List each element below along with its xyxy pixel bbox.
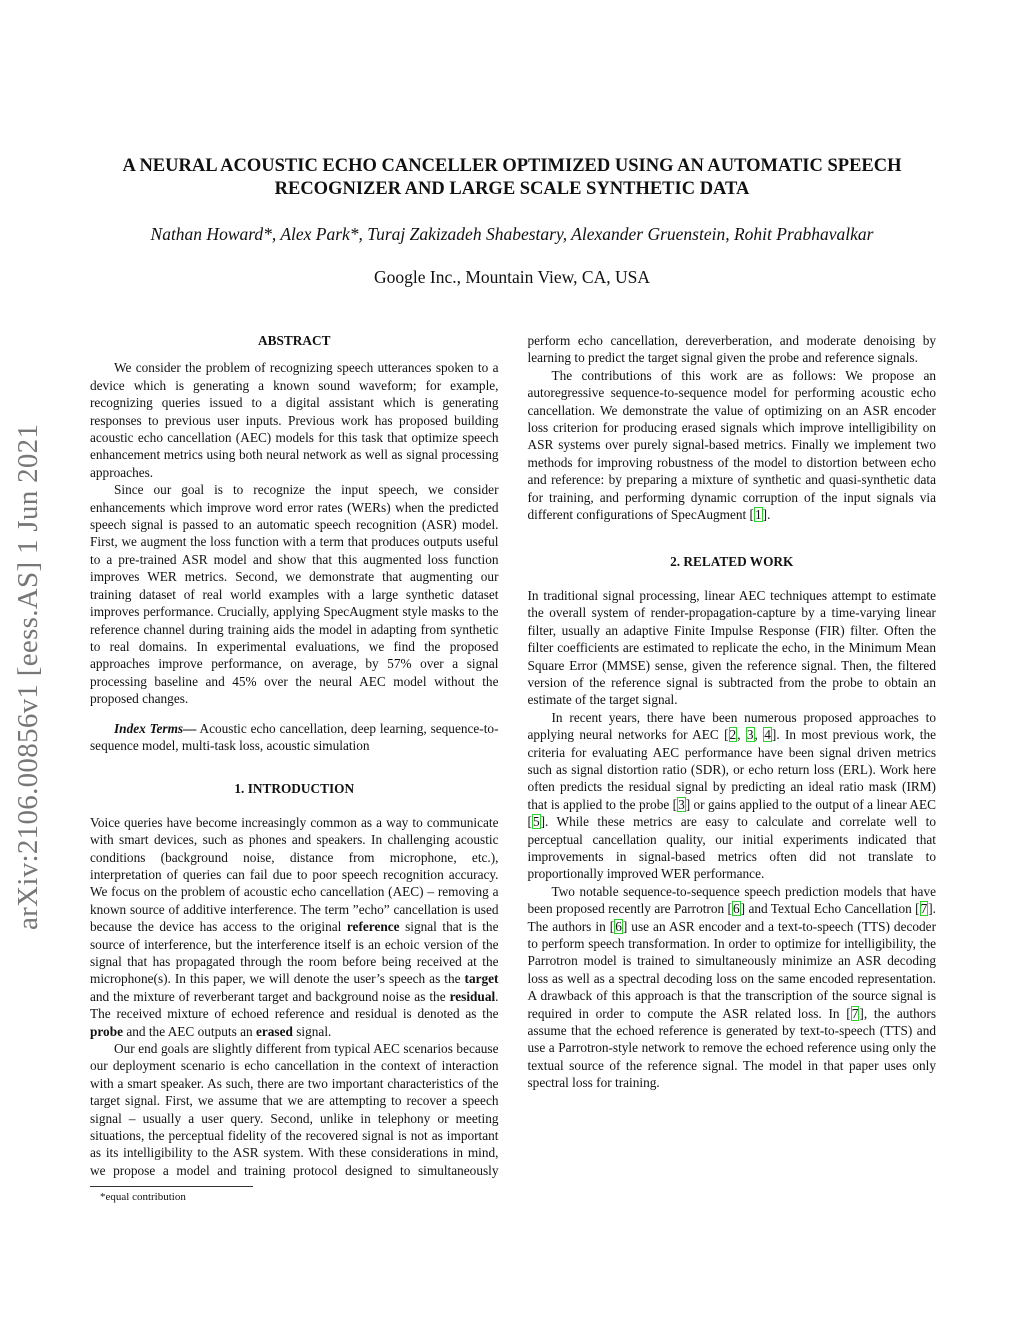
- citation-link[interactable]: 5: [532, 814, 540, 830]
- text-run: ]. While these metrics are easy to calculate and correlate well to perceptual cancellation quality, our initial experiments indicated that improvements in signal-based metrics often did not translate to proportionally improved WER performance.: [527, 814, 936, 882]
- arxiv-stamp: arXiv:2106.00856v1 [eess.AS] 1 Jun 2021: [12, 423, 44, 930]
- footnote-area: [90, 1186, 499, 1203]
- bold-term: target: [464, 971, 499, 987]
- bold-term: reference: [346, 919, 400, 935]
- text-run: signal.: [292, 1023, 332, 1039]
- affiliation: Google Inc., Mountain View, CA, USA: [373, 267, 650, 287]
- text-run: signal that is the source of interference, but the interference itself is an echoic version of the signal that has propagated through the room before being received at the microphone(s). In this paper, we will denote the user’s speech as the: [90, 919, 499, 987]
- index-terms-text: Acoustic echo cancellation, deep learning, sequence-to-sequence model, multi-task loss, acoustic simulation: [90, 720, 499, 753]
- footnote: *equal contribution: [100, 1191, 186, 1203]
- paragraph: [90, 359, 499, 481]
- paragraph: [528, 883, 937, 1092]
- paragraph: [90, 814, 499, 1040]
- text-run: ]. In most previous work, the criteria for evaluating AEC performance have been signal driven metrics such as signal distortion ratio (SDR), or echo return loss (ERL). Work here often predicts the residual signal by predicting an ideal ratio mask (IRM) that is applied to the probe [: [527, 727, 937, 812]
- text-run: ].: [762, 507, 771, 523]
- citation-link[interactable]: 1: [754, 507, 762, 523]
- text-run: ,: [754, 727, 764, 743]
- citation-link[interactable]: 2: [729, 727, 737, 743]
- text-run: ]. The authors in [: [527, 901, 937, 934]
- abstract-body: [90, 359, 499, 707]
- text-run: We consider the problem of recognizing speech utterances spoken to a device which is generating a known sound waveform; for example, recognizing queries issued to a digital assistant which is generating responses to previous user inputs. Previous work has proposed building acoustic echo cancellation (AEC) models for this task that optimize speech enhancement metrics using both neural network as well as signal processing approaches.: [90, 360, 499, 480]
- citation-link[interactable]: 3: [678, 796, 685, 812]
- citation-link[interactable]: 7: [851, 1005, 859, 1021]
- bold-term: probe: [90, 1023, 124, 1039]
- text-run: Voice queries have become increasingly common as a way to communicate with smart devices, such as phones and speakers. In challenging acoustic conditions (background noise, distance from microphone, etc.), interpretation of queries can fail due to poor speech recognition accuracy. We focus on the problem of acoustic echo cancellation (AEC) – removing a known source of additive interference. The term ”echo” cancellation is used because the device has access to the original: [90, 814, 499, 935]
- introduction-heading: 1. INTRODUCTION: [234, 781, 355, 797]
- text-run: ] use an ASR encoder and a text-to-speech (TTS) decoder to perform speech transformation. In order to optimize for intelligibility, the Parrotron model is trained to simultaneously minimize an ASR decoding loss as well as a spectral decoding loss on the same encoded representation. A drawback of this approach is that the transcription of the source signal is required in order to compute the ASR related loss. In [: [527, 918, 937, 1021]
- citation-link[interactable]: 4: [764, 727, 771, 743]
- text-run: ,: [737, 727, 746, 743]
- paragraph: [90, 481, 499, 707]
- text-run: Since our goal is to recognize the input speech, we consider enhancements which improve word error rates (WERs) when the predicted speech signal is passed to an automatic speech recognition (ASR) model. First, we augment the loss function with a term that produces outputs useful to a pre-trained ASR model and show that this augmented loss function improves WER metrics. Second, we demonstrate that augmenting our training dataset of real world examples with a large synthetic dataset improves performance. Crucially, applying SpecAugment style masks to the reference channel during training aids the model in adapting from synthetic to real domains. In experimental evaluations, we find the proposed approaches improve performance, on average, by 57% over a signal processing baseline and 45% over the neural AEC model without the proposed changes.: [90, 482, 499, 707]
- related-work-heading: 2. RELATED WORK: [670, 554, 794, 570]
- text-run: and the AEC outputs an: [123, 1023, 256, 1039]
- bold-term: erased: [255, 1023, 293, 1039]
- abstract-heading: ABSTRACT: [258, 333, 331, 348]
- bold-term: residual: [449, 988, 496, 1004]
- authors: Nathan Howard*, Alex Park*, Turaj Zakizadeh Shabestary, Alexander Gruenstein, Rohit Prabhavalkar: [150, 224, 874, 244]
- citation-link[interactable]: 7: [920, 901, 928, 917]
- citation-link[interactable]: 6: [615, 918, 622, 934]
- text-run: In traditional signal processing, linear AEC techniques attempt to estimate the overall system of render-propagation-capture by a time-varying linear filter, usually an adaptive Finite Impulse Response (FIR) filter. Often the filter coefficients are estimated to replicate the echo, in the Minimum Mean Square Error (MMSE) sense, given the reference signal. Then, the filtered version of the reference signal is subtracted from the probe to obtain an estimate of the target signal.: [527, 587, 936, 708]
- text-run: . The received mixture of echoed reference and residual is denoted as the: [90, 988, 499, 1022]
- index-terms: [90, 720, 499, 755]
- paper-title: A NEURAL ACOUSTIC ECHO CANCELLER OPTIMIZED USING AN AUTOMATIC SPEECH RECOGNIZER AND LARGE SCALE SYNTHETIC DATA: [122, 156, 902, 199]
- text-run: The contributions of this work are as follows: We propose an autoregressive sequence-to-sequence model for performing acoustic echo cancellation. We demonstrate the value of optimizing on an ASR encoder loss criterion for producing erased signals which improve intelligibility on ASR systems over purely signal-based metrics. Finally we implement two methods for improving robustness of the model to distortion between echo and reference: by preparing a mixture of synthetic and quasi-synthetic data for training, and performing dynamic corruption of the input signals via different configurations of SpecAugment [: [527, 367, 936, 523]
- paper-body: [90, 332, 936, 1212]
- text-run: and the mixture of reverberant target and background noise as the: [90, 988, 450, 1004]
- text-run: ] or gains applied to the output of a linear AEC [: [527, 796, 936, 830]
- related-work-body: [528, 587, 937, 1092]
- text-run: ], the authors assume that the echoed reference is generated by text-to-speech (TTS) and use a Parrotron-style network to remove the echoed reference using only the textual source of the reference signal. The model in that paper uses only spectral loss for training.: [527, 1005, 936, 1091]
- citation-link[interactable]: 6: [732, 901, 740, 917]
- citation-link[interactable]: 3: [746, 727, 754, 743]
- text-run: In recent years, there have been numerous proposed approaches to applying neural networks for AEC [: [527, 709, 936, 743]
- paragraph: [528, 709, 937, 883]
- footnote-rule: [90, 1186, 253, 1187]
- paragraph: [528, 587, 937, 709]
- text-run: ] and Textual Echo Cancellation [: [740, 901, 920, 917]
- text-run: Two notable sequence-to-sequence speech prediction models that have been proposed recently are Parrotron [: [527, 883, 936, 917]
- text-run: Our end goals are slightly different from typical AEC scenarios because our deployment scenario is echo cancellation in the context of interaction with a smart speaker. As such, there are two important characteristics of the target signal. First, we assume that we are attempting to recover a speech signal – usually a user query. Second, unlike in telephony or meeting situations, the perceptual fidelity of the recovered signal is not as important as its intelligibility to the ASR system. With these considerations in mind, we propose a model and training protocol designed to simultaneously perform echo cancellation, dereverberation, and moderate denoising by learning to predict the target signal given the probe and reference signals.: [90, 333, 936, 1178]
- paragraph: [528, 367, 937, 524]
- index-terms-label: Index Terms—: [114, 720, 197, 736]
